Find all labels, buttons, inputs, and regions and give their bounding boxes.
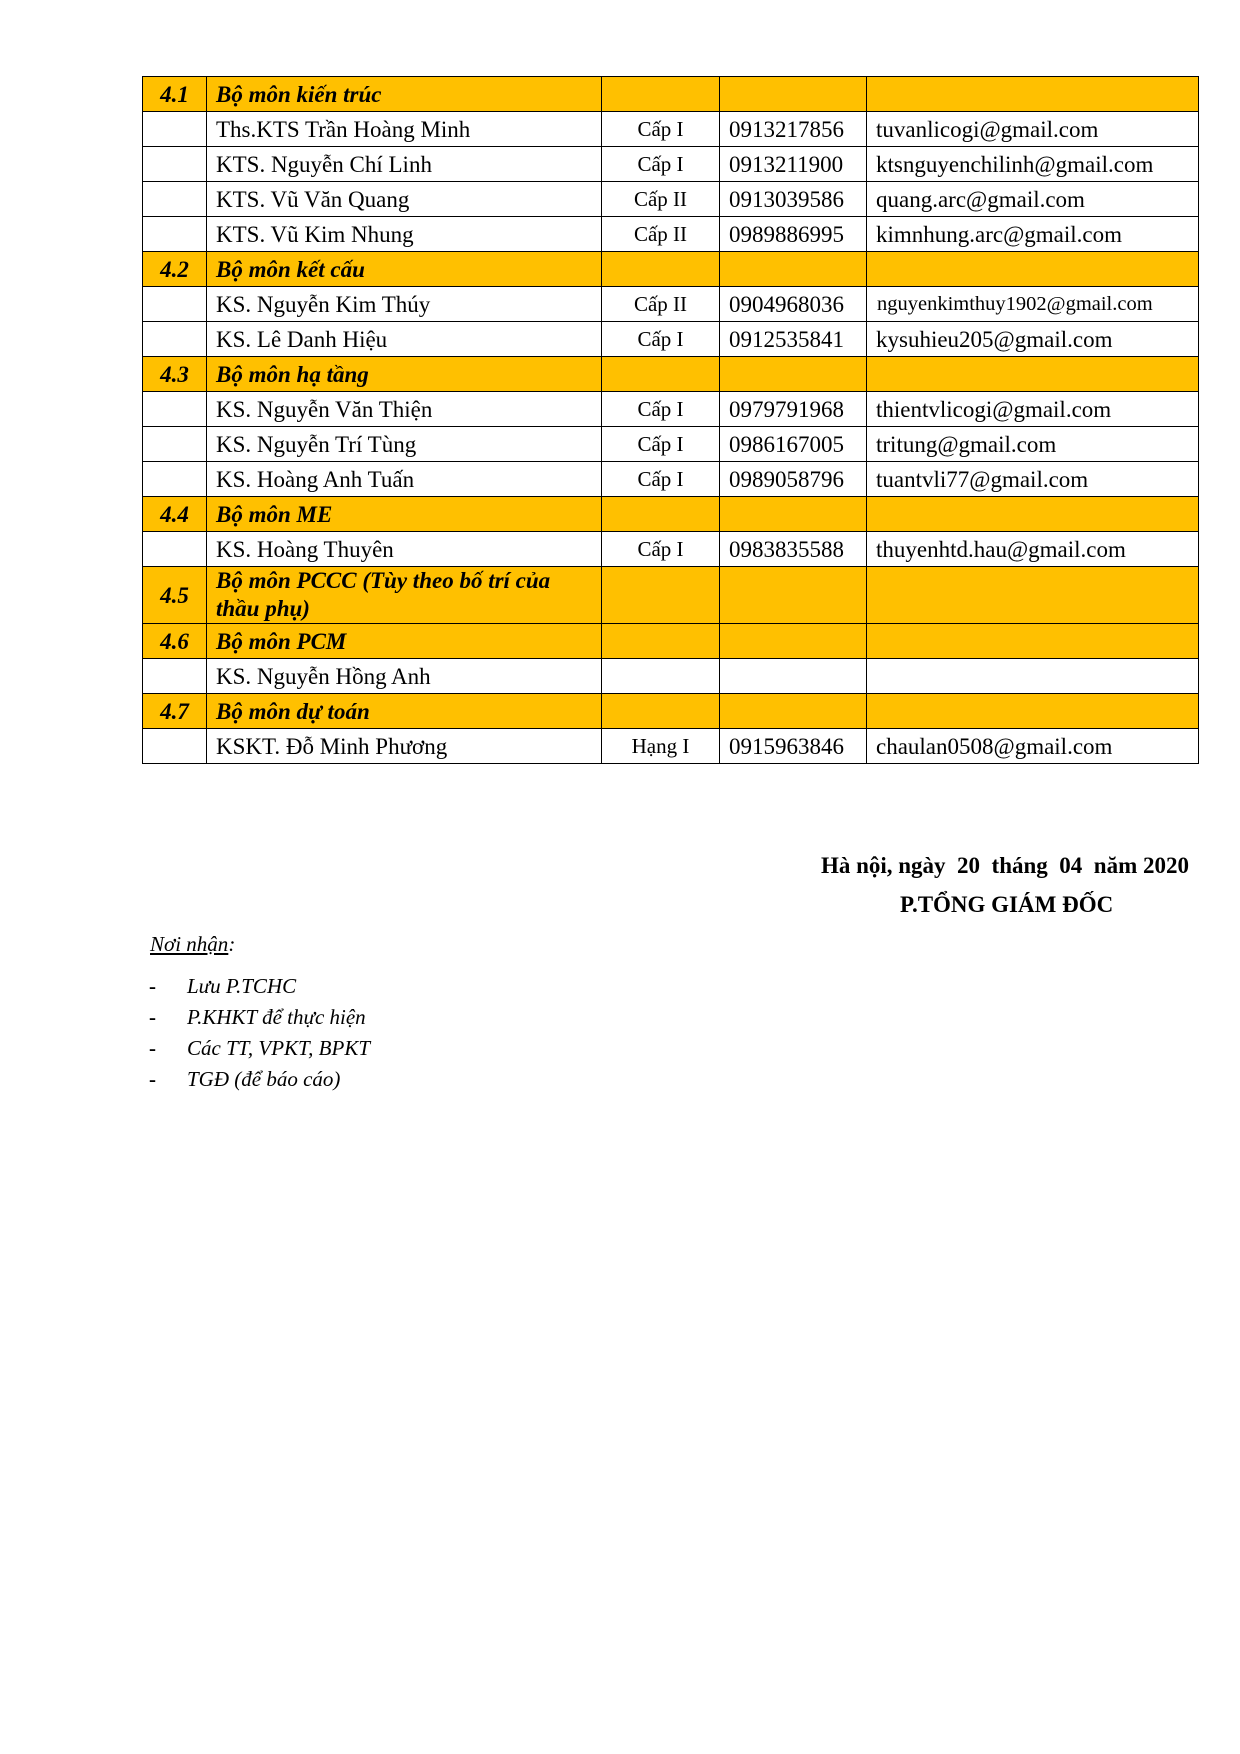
section-row [143,694,1199,729]
member-grade: Cấp I [602,462,720,497]
member-grade: Cấp II [602,182,720,217]
section-number: 4.5 [143,567,207,624]
section-row [143,497,1199,532]
member-email: ktsnguyenchilinh@gmail.com [867,147,1199,182]
member-email: thientvlicogi@gmail.com [867,392,1199,427]
member-email: chaulan0508@gmail.com [867,729,1199,764]
member-name: KS. Lê Danh Hiệu [207,322,602,357]
bullet-dash: - [149,1067,156,1091]
recipients-heading-colon: : [228,932,236,956]
member-phone: 0989886995 [720,217,867,252]
recipients-list [149,971,370,1095]
member-phone: 0913217856 [720,112,867,147]
recipient-text: Lưu P.TCHC [187,974,297,998]
bullet-dash: - [149,1005,156,1029]
signature-date: Hà nội, ngày 20 tháng 04 năm 2020 [820,853,1189,878]
member-phone: 0913039586 [720,182,867,217]
recipients-block [150,932,370,1095]
section-number: 4.3 [143,357,207,392]
section-number: 4.7 [143,694,207,729]
member-name: KTS. Vũ Văn Quang [207,182,602,217]
member-grade [602,659,720,694]
member-phone: 0979791968 [720,392,867,427]
member-email: nguyenkimthuy1902@gmail.com [867,287,1199,322]
section-row [143,252,1199,287]
member-email: tuvanlicogi@gmail.com [867,112,1199,147]
signature-title: P.TỔNG GIÁM ĐỐC [900,892,1114,917]
table-row [143,287,1199,322]
section-number: 4.6 [143,624,207,659]
member-grade: Cấp I [602,147,720,182]
member-phone [720,659,867,694]
member-name: KS. Nguyễn Trí Tùng [207,427,602,462]
member-email: thuyenhtd.hau@gmail.com [867,532,1199,567]
section-number: 4.2 [143,252,207,287]
section-title: Bộ môn kết cấu [207,252,602,287]
member-name: KS. Nguyễn Kim Thúy [207,287,602,322]
staff-table [142,76,1199,764]
recipient-text: P.KHKT để thực hiện [187,1005,366,1029]
member-name: KSKT. Đỗ Minh Phương [207,729,602,764]
section-row [143,77,1199,112]
section-title: Bộ môn kiến trúc [207,77,602,112]
section-row [143,567,1199,624]
member-email: kimnhung.arc@gmail.com [867,217,1199,252]
member-phone: 0983835588 [720,532,867,567]
section-title: Bộ môn PCCC (Tùy theo bố trí của thầu phụ) [207,567,602,624]
member-grade: Cấp I [602,112,720,147]
member-grade: Cấp II [602,287,720,322]
table-row [143,392,1199,427]
member-email: tuantvli77@gmail.com [867,462,1199,497]
section-title: Bộ môn PCM [207,624,602,659]
section-title: Bộ môn ME [207,497,602,532]
recipients-heading-line [150,932,370,957]
member-phone: 0915963846 [720,729,867,764]
member-grade: Cấp I [602,322,720,357]
table-row [143,729,1199,764]
list-item [149,1002,370,1033]
member-name: KS. Hoàng Thuyên [207,532,602,567]
member-name: KS. Nguyễn Hồng Anh [207,659,602,694]
table-row [143,182,1199,217]
table-row [143,659,1199,694]
member-phone: 0913211900 [720,147,867,182]
member-grade: Cấp I [602,427,720,462]
member-grade: Cấp II [602,217,720,252]
member-grade: Cấp I [602,392,720,427]
member-name: KS. Nguyễn Văn Thiện [207,392,602,427]
member-name: KS. Hoàng Anh Tuấn [207,462,602,497]
member-name: KTS. Vũ Kim Nhung [207,217,602,252]
section-number: 4.1 [143,77,207,112]
bullet-dash: - [149,1036,156,1060]
member-name: Ths.KTS Trần Hoàng Minh [207,112,602,147]
table-row [143,147,1199,182]
section-number: 4.4 [143,497,207,532]
list-item [149,1033,370,1064]
table-row [143,112,1199,147]
member-email [867,659,1199,694]
member-phone: 0989058796 [720,462,867,497]
section-title: Bộ môn dự toán [207,694,602,729]
list-item [149,1064,370,1095]
section-row [143,624,1199,659]
section-title: Bộ môn hạ tầng [207,357,602,392]
member-email: kysuhieu205@gmail.com [867,322,1199,357]
table-row [143,427,1199,462]
table-row [143,322,1199,357]
table-row [143,217,1199,252]
recipient-text: Các TT, VPKT, BPKT [187,1036,371,1060]
list-item [149,971,370,1002]
member-grade: Cấp I [602,532,720,567]
table-row [143,532,1199,567]
bullet-dash: - [149,974,156,998]
member-phone: 0912535841 [720,322,867,357]
member-name: KTS. Nguyễn Chí Linh [207,147,602,182]
table-row [143,462,1199,497]
member-grade: Hạng I [602,729,720,764]
member-email: tritung@gmail.com [867,427,1199,462]
member-email: quang.arc@gmail.com [867,182,1199,217]
recipients-heading: Nơi nhận [150,932,229,956]
recipient-text: TGĐ (để báo cáo) [187,1067,341,1091]
section-row [143,357,1199,392]
member-phone: 0986167005 [720,427,867,462]
member-phone: 0904968036 [720,287,867,322]
